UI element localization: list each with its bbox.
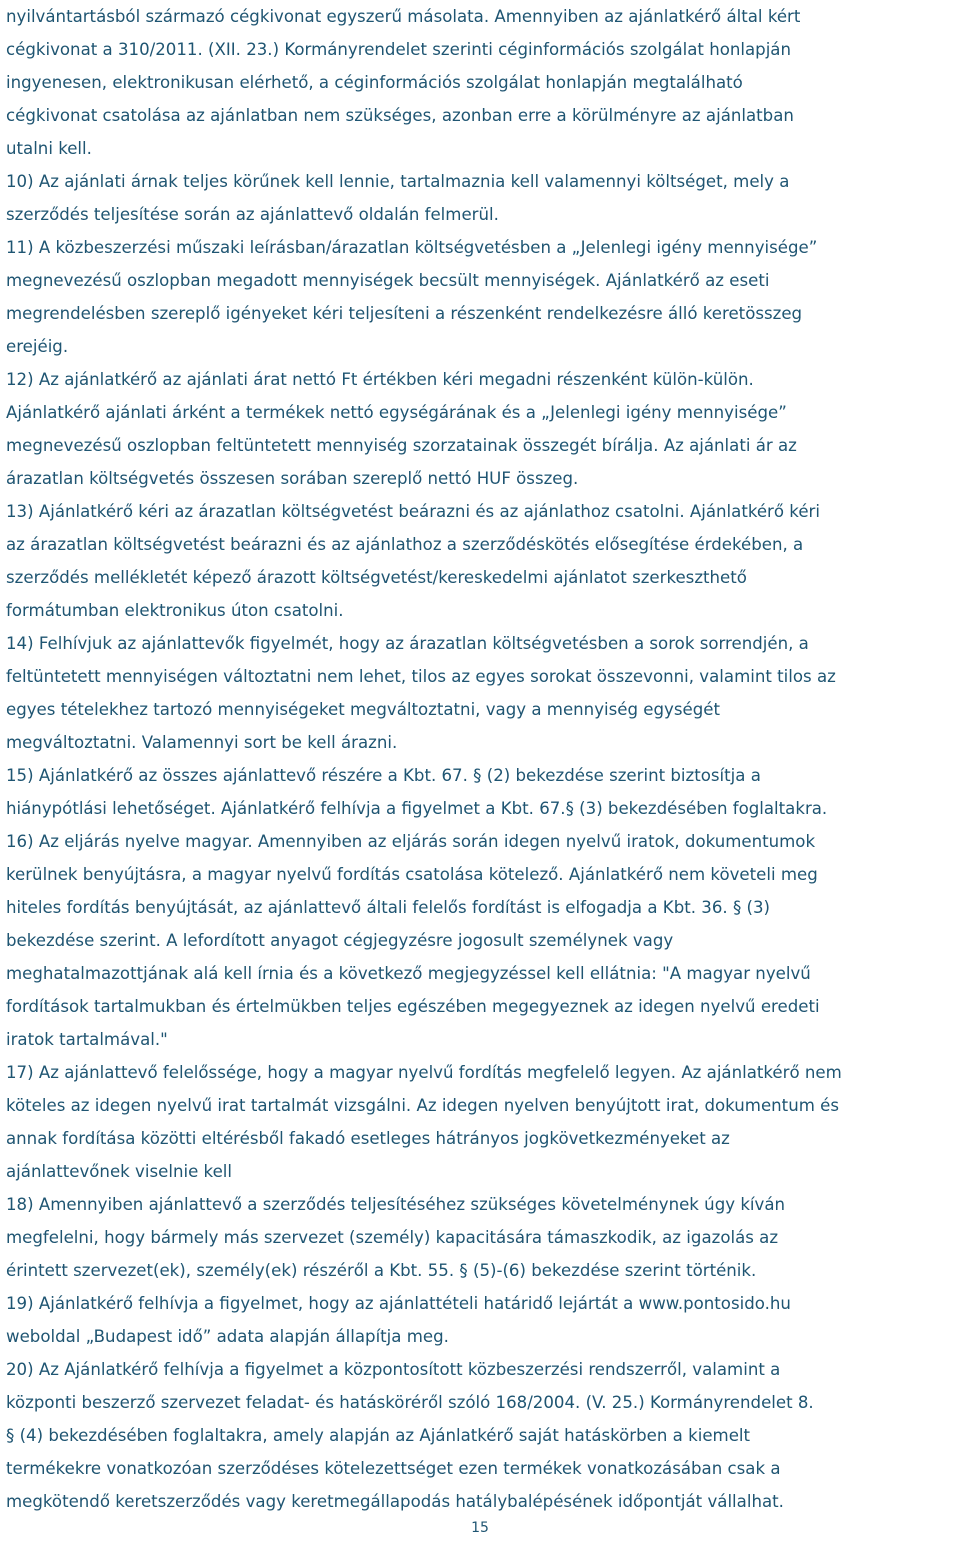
- text-line: meghatalmazottjának alá kell írnia és a következő megjegyzéssel kell ellátnia: "A magyar nyelvű: [6, 964, 811, 983]
- text-line: 10) Az ajánlati árnak teljes körűnek kell lennie, tartalmaznia kell valamennyi költséget, mely a: [6, 172, 790, 191]
- text-line: 18) Amennyiben ajánlattevő a szerződés teljesítéséhez szükséges követelménynek úgy kíván: [6, 1195, 786, 1214]
- text-line: cégkivonat a 310/2011. (XII. 23.) Kormányrendelet szerinti céginformációs szolgálat honlapján: [6, 40, 791, 59]
- text-line: weboldal „Budapest idő” adata alapján állapítja meg.: [6, 1327, 449, 1346]
- text-line: iratok tartalmával.": [6, 1030, 168, 1049]
- text-line: fordítások tartalmukban és értelmükben teljes egészében megegyeznek az idegen nyelvű eredeti: [6, 997, 820, 1016]
- text-line: 13) Ajánlatkérő kéri az árazatlan költségvetést beárazni és az ajánlathoz csatolni. Ajánlatkérő kéri: [6, 502, 820, 521]
- text-line: nyilvántartásból származó cégkivonat egyszerű másolata. Amennyiben az ajánlatkérő által kért: [6, 7, 801, 26]
- text-line: Ajánlatkérő ajánlati árként a termékek nettó egységárának és a „Jelenlegi igény mennyisége”: [6, 403, 787, 422]
- text-line: szerződés teljesítése során az ajánlattevő oldalán felmerül.: [6, 205, 499, 224]
- text-line: hiánypótlási lehetőséget. Ajánlatkérő felhívja a figyelmet a Kbt. 67.§ (3) bekezdésében foglaltakra.: [6, 799, 828, 818]
- text-line: árazatlan költségvetés összesen sorában szereplő nettó HUF összeg.: [6, 469, 579, 488]
- text-line: termékekre vonatkozóan szerződéses kötelezettséget ezen termékek vonatkozásában csak a: [6, 1459, 781, 1478]
- text-line: megfelelni, hogy bármely más szervezet (személy) kapacitására támaszkodik, az igazolás az: [6, 1228, 779, 1247]
- text-line: erejéig.: [6, 337, 69, 356]
- text-line: utalni kell.: [6, 139, 92, 158]
- text-line: központi beszerző szervezet feladat- és hatásköréről szóló 168/2004. (V. 25.) Kormányrendelet 8.: [6, 1393, 814, 1412]
- text-line: 12) Az ajánlatkérő az ajánlati árat nettó Ft értékben kéri megadni részenként külön-külön.: [6, 370, 754, 389]
- text-line: egyes tételekhez tartozó mennyiségeket megváltoztatni, vagy a mennyiség egységét: [6, 700, 720, 719]
- text-line: 15) Ajánlatkérő az összes ajánlattevő részére a Kbt. 67. § (2) bekezdése szerint biztosítja a: [6, 766, 761, 785]
- text-line: megnevezésű oszlopban feltüntetett mennyiség szorzatainak összegét bírálja. Az ajánlati ár az: [6, 436, 797, 455]
- text-line: cégkivonat csatolása az ajánlatban nem szükséges, azonban erre a körülményre az ajánlatban: [6, 106, 794, 125]
- text-line: 11) A közbeszerzési műszaki leírásban/árazatlan költségvetésben a „Jelenlegi igény mennyisége”: [6, 238, 818, 257]
- text-line: 14) Felhívjuk az ajánlattevők figyelmét, hogy az árazatlan költségvetésben a sorok sorrendjén, a: [6, 634, 809, 653]
- text-line: az árazatlan költségvetést beárazni és az ajánlathoz a szerződéskötés elősegítése érdekében, a: [6, 535, 804, 554]
- text-line: megváltoztatni. Valamennyi sort be kell árazni.: [6, 733, 398, 752]
- document-body: [6, 0, 956, 1518]
- text-line: ajánlattevőnek viselnie kell: [6, 1162, 233, 1181]
- text-line: kerülnek benyújtásra, a magyar nyelvű fordítás csatolása kötelező. Ajánlatkérő nem követeli meg: [6, 865, 818, 884]
- text-line: 16) Az eljárás nyelve magyar. Amennyiben az eljárás során idegen nyelvű iratok, dokumentumok: [6, 832, 816, 851]
- text-line: 20) Az Ajánlatkérő felhívja a figyelmet a központosított közbeszerzési rendszerről, valamint a: [6, 1360, 781, 1379]
- text-line: köteles az idegen nyelvű irat tartalmát vizsgálni. Az idegen nyelven benyújtott irat, dokumentum és: [6, 1096, 840, 1115]
- text-line: annak fordítása közötti eltérésből fakadó esetleges hátrányos jogkövetkezményeket az: [6, 1129, 730, 1148]
- text-line: hiteles fordítás benyújtását, az ajánlattevő általi felelős fordítást is elfogadja a Kbt. 36. § (3): [6, 898, 771, 917]
- text-line: megkötendő keretszerződés vagy keretmegállapodás hatálybalépésének időpontját vállalhat.: [6, 1492, 784, 1511]
- text-line: megnevezésű oszlopban megadott mennyiségek becsült mennyiségek. Ajánlatkérő az eseti: [6, 271, 770, 290]
- text-line: 19) Ajánlatkérő felhívja a figyelmet, hogy az ajánlattételi határidő lejártát a www.pontosido.hu: [6, 1294, 791, 1313]
- text-line: 17) Az ajánlattevő felelőssége, hogy a magyar nyelvű fordítás megfelelő legyen. Az ajánlatkérő nem: [6, 1063, 842, 1082]
- text-line: szerződés mellékletét képező árazott költségvetést/kereskedelmi ajánlatot szerkeszthető: [6, 568, 747, 587]
- text-line: bekezdése szerint. A lefordított anyagot cégjegyzésre jogosult személynek vagy: [6, 931, 674, 950]
- text-line: megrendelésben szereplő igényeket kéri teljesíteni a részenként rendelkezésre álló keretösszeg: [6, 304, 803, 323]
- text-line: feltüntetett mennyiségen változtatni nem lehet, tilos az egyes sorokat összevonni, valamint tilos az: [6, 667, 836, 686]
- text-line: § (4) bekezdésében foglaltakra, amely alapján az Ajánlatkérő saját hatáskörben a kiemelt: [6, 1426, 751, 1445]
- page-number: 15: [471, 1520, 489, 1536]
- document-page: [6, 0, 956, 1518]
- text-line: érintett szervezet(ek), személy(ek) részéről a Kbt. 55. § (5)-(6) bekezdése szerint történik.: [6, 1261, 757, 1280]
- text-line: formátumban elektronikus úton csatolni.: [6, 601, 344, 620]
- text-line: ingyenesen, elektronikusan elérhető, a céginformációs szolgálat honlapján megtalálható: [6, 73, 743, 92]
